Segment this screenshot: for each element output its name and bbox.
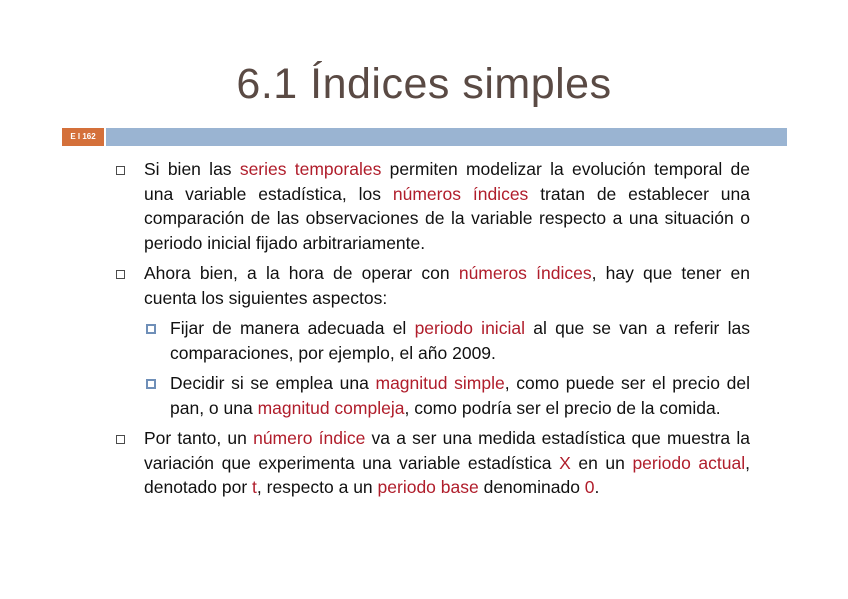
square-bullet-icon <box>116 166 125 175</box>
text: Si bien las <box>144 159 240 179</box>
highlight-text: magnitud compleja <box>257 397 405 418</box>
text: Ahora bien, a la hora de operar con <box>144 263 459 283</box>
text: , respecto a un <box>256 477 378 497</box>
highlight-text: X <box>559 452 571 473</box>
highlight-text: periodo base <box>377 477 479 497</box>
text: al que se van a referir las comparaciones, por ejemplo, el año 2009. <box>170 318 751 363</box>
highlight-text: t <box>252 477 257 497</box>
bullet-item <box>113 157 750 255</box>
highlight-text: magnitud simple <box>375 373 505 393</box>
highlight-text: números índices <box>392 183 529 204</box>
text: , como puede ser el precio del pan, o una <box>170 373 750 418</box>
text: , como podría ser el precio de la comida. <box>404 397 721 418</box>
header-bar <box>106 128 787 146</box>
bullet-item <box>113 261 750 310</box>
slide-title: 6.1 Índices simples <box>236 60 612 108</box>
filled-square-bullet-icon <box>146 379 156 389</box>
highlight-text: series temporales <box>239 159 382 179</box>
text: en un <box>570 452 633 473</box>
sub-bullet-item <box>113 316 750 365</box>
filled-square-bullet-icon <box>146 324 156 334</box>
text: . <box>594 477 600 497</box>
text: , denotado por <box>144 452 750 497</box>
text: Decidir si se emplea una <box>170 373 376 393</box>
text: va a ser una medida estadística que muestra la variación que experimenta una variable estadística <box>144 428 750 473</box>
text: permiten modelizar la evolución temporal de una variable estadística, los <box>144 159 750 204</box>
sub-bullet-item <box>113 371 750 420</box>
slide-content <box>113 157 750 506</box>
slide-tag: E I 162 <box>62 128 104 146</box>
highlight-text: periodo inicial <box>414 318 525 338</box>
highlight-text: 0 <box>584 477 595 497</box>
highlight-text: números índices <box>458 263 592 283</box>
text: tratan de establecer una comparación de las observaciones de la variable respecto a una situación o periodo inicial fijado arbitrariamente. <box>144 183 750 253</box>
text: , hay que tener en cuenta los siguientes aspectos: <box>144 263 750 308</box>
highlight-text: periodo actual <box>632 452 746 473</box>
square-bullet-icon <box>116 435 125 444</box>
text: Fijar de manera adecuada el <box>170 318 415 338</box>
bullet-item <box>113 426 750 500</box>
highlight-text: número índice <box>253 428 366 448</box>
text: denominado <box>478 477 585 497</box>
square-bullet-icon <box>116 270 125 279</box>
text: Por tanto, un <box>144 428 254 448</box>
